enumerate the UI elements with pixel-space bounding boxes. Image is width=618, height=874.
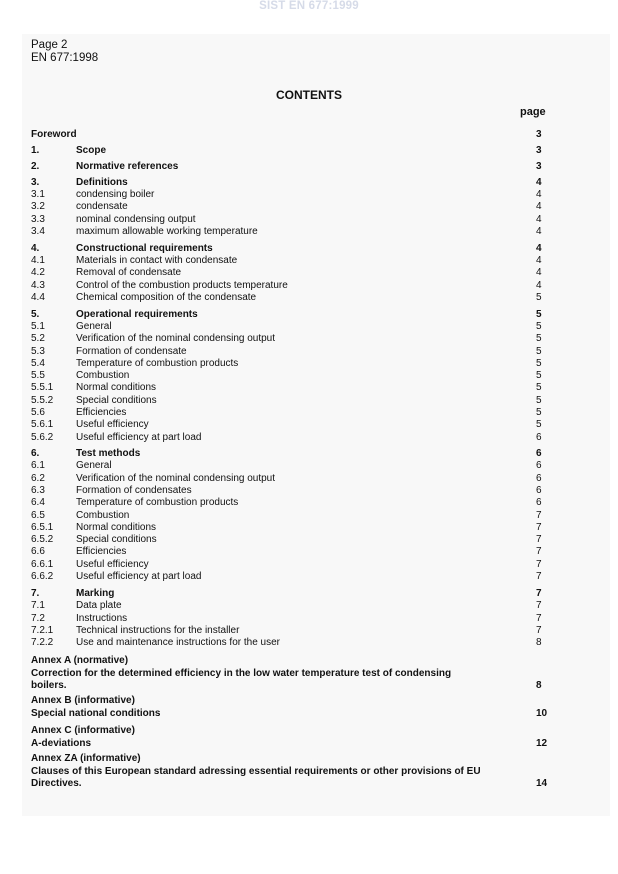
toc-page-number: 4 (536, 214, 542, 225)
toc-page-number: 7 (536, 559, 542, 570)
toc-section-number: 4.1 (31, 255, 45, 266)
toc-page-number: 5 (536, 321, 542, 332)
toc-section-title: Normal conditions (76, 522, 157, 533)
toc-page-number: 5 (536, 407, 542, 418)
toc-section-title: Special conditions (76, 534, 157, 545)
toc-page-number: 5 (536, 382, 542, 393)
toc-page-number: 7 (536, 522, 542, 533)
toc-section-title: Definitions (76, 177, 128, 188)
toc-page-number: 3 (536, 161, 542, 172)
toc-page-number: 6 (536, 432, 542, 443)
toc-section-number: 3.3 (31, 214, 45, 225)
annex-heading: Annex C (informative) (31, 725, 135, 736)
toc-section-number: 7.1 (31, 600, 45, 611)
toc-page-number: 6 (536, 497, 542, 508)
toc-section-title: Use and maintenance instructions for the user (76, 637, 280, 648)
toc-section-title: Verification of the nominal condensing output (76, 473, 276, 484)
toc-section-title: Operational requirements (76, 309, 198, 320)
toc-section-title: Instructions (76, 613, 128, 624)
toc-page-number: 4 (536, 243, 542, 254)
toc-section-title: Removal of condensate (76, 267, 182, 278)
toc-page-number: 4 (536, 177, 542, 188)
toc-section-title: nominal condensing output (76, 214, 196, 225)
toc-section-number: 5.2 (31, 333, 45, 344)
toc-page-number: 5 (536, 309, 542, 320)
toc-section-number: 4.4 (31, 292, 45, 303)
toc-section-title: Test methods (76, 448, 141, 459)
toc-page-number: 4 (536, 267, 542, 278)
toc-section-title: General (76, 460, 112, 471)
annex-title-line: Clauses of this European standard adressing essential requirements or other provisions of EU (31, 765, 481, 777)
toc-section-number: 6. (31, 448, 40, 459)
toc-section-number: 6.2 (31, 473, 45, 484)
toc-page-number: 4 (536, 255, 542, 266)
header-standard-number: EN 677:1998 (31, 52, 99, 64)
toc-section-number: 5.5 (31, 370, 45, 381)
toc-section-title: Constructional requirements (76, 243, 213, 254)
watermark: SIST EN 677:1999 (259, 0, 359, 12)
toc-section-title: Useful efficiency (76, 559, 149, 570)
annex-heading: Annex B (informative) (31, 695, 135, 706)
toc-section-number: 3.2 (31, 201, 45, 212)
toc-section-number: 4.3 (31, 280, 45, 291)
toc-section-number: 6.1 (31, 460, 45, 471)
toc-section-title: Efficiencies (76, 546, 127, 557)
toc-section-number: 7. (31, 588, 40, 599)
toc-section-title: Materials in contact with condensate (76, 255, 238, 266)
annex-heading: Annex ZA (informative) (31, 753, 141, 764)
toc-page-number: 7 (536, 613, 542, 624)
toc-page-number: 7 (536, 625, 542, 636)
toc-section-title: Normative references (76, 161, 179, 172)
toc-section-title: General (76, 321, 112, 332)
toc-section-title: Formation of condensate (76, 346, 187, 357)
toc-page-number: 5 (536, 395, 542, 406)
toc-section-number: 2. (31, 161, 40, 172)
toc-section-number: 6.5.2 (31, 534, 54, 545)
toc-section-title: Technical instructions for the installer (76, 625, 240, 636)
toc-section-title: Marking (76, 588, 115, 599)
toc-section-number: 3. (31, 177, 40, 188)
toc-section-title: Useful efficiency at part load (76, 432, 202, 443)
toc-section-number: 5.1 (31, 321, 45, 332)
toc-section-number: 5.4 (31, 358, 45, 369)
toc-section-title: Special conditions (76, 395, 157, 406)
toc-section-number: 6.5 (31, 510, 45, 521)
toc-section-title: Chemical composition of the condensate (76, 292, 257, 303)
toc-page-number: 5 (536, 333, 542, 344)
toc-section-number: 6.4 (31, 497, 45, 508)
toc-page-number: 3 (536, 129, 542, 140)
toc-page-number: 6 (536, 448, 542, 459)
toc-section-title: Verification of the nominal condensing output (76, 333, 276, 344)
toc-section-title: condensate (76, 201, 128, 212)
toc-section-title: Useful efficiency at part load (76, 571, 202, 582)
toc-page-number: 4 (536, 280, 542, 291)
toc-section-number: 1. (31, 145, 40, 156)
toc-section-number: 5.6.1 (31, 419, 54, 430)
toc-page-number: 5 (536, 346, 542, 357)
toc-section-number: 5.3 (31, 346, 45, 357)
toc-section-title: Formation of condensates (76, 485, 192, 496)
toc-page-number: 5 (536, 292, 542, 303)
toc-section-number: 6.5.1 (31, 522, 54, 533)
toc-page-number: 6 (536, 460, 542, 471)
toc-section-number: 5.5.1 (31, 382, 54, 393)
toc-page-number: 4 (536, 226, 542, 237)
annex-title-line: A-deviations (31, 737, 92, 749)
toc-section-number: Foreword (31, 129, 77, 140)
toc-section-title: Data plate (76, 600, 122, 611)
annex-title-line: Directives. (31, 778, 82, 789)
toc-section-number: 3.4 (31, 226, 45, 237)
toc-page-number: 6 (536, 473, 542, 484)
toc-section-number: 6.6.2 (31, 571, 54, 582)
header-page-number: Page 2 (31, 39, 68, 51)
toc-page-number: 7 (536, 588, 542, 599)
toc-section-number: 5.6.2 (31, 432, 54, 443)
toc-section-number: 6.6 (31, 546, 45, 557)
annex-page-number: 14 (536, 778, 548, 789)
toc-section-number: 5.6 (31, 407, 45, 418)
toc-section-number: 4.2 (31, 267, 45, 278)
toc-section-title: Control of the combustion products temperature (76, 280, 288, 291)
toc-page-number: 7 (536, 510, 542, 521)
annex-title-line: Special national conditions (31, 707, 161, 719)
toc-page-number: 6 (536, 485, 542, 496)
annex-page-number: 8 (536, 680, 542, 691)
toc-page-number: 5 (536, 358, 542, 369)
toc-page-number: 5 (536, 370, 542, 381)
page-column-label: page (520, 106, 546, 118)
annex-page-number: 10 (536, 707, 548, 719)
toc-section-number: 6.6.1 (31, 559, 54, 570)
toc-section-number: 3.1 (31, 189, 45, 200)
annex-title-line: boilers. (31, 680, 67, 691)
toc-section-title: Temperature of combustion products (76, 497, 239, 508)
contents-title: CONTENTS (276, 88, 342, 102)
annex-page-number: 12 (536, 737, 548, 749)
annex-heading: Annex A (normative) (31, 655, 129, 666)
toc-page-number: 7 (536, 571, 542, 582)
toc-section-number: 5. (31, 309, 40, 320)
toc-section-number: 7.2.1 (31, 625, 54, 636)
toc-page-number: 7 (536, 546, 542, 557)
toc-section-title: Temperature of combustion products (76, 358, 239, 369)
toc-page-number: 7 (536, 600, 542, 611)
toc-section-number: 6.3 (31, 485, 45, 496)
toc-section-number: 7.2 (31, 613, 45, 624)
annex-title-line: Correction for the determined efficiency in the low water temperature test of condensing (31, 667, 452, 679)
toc-section-title: Useful efficiency (76, 419, 149, 430)
toc-page-number: 8 (536, 637, 542, 648)
toc-page-number: 4 (536, 201, 542, 212)
toc-section-title: Efficiencies (76, 407, 127, 418)
toc-page-number: 7 (536, 534, 542, 545)
toc-section-title: Combustion (76, 370, 130, 381)
toc-section-title: Normal conditions (76, 382, 157, 393)
toc-page-number: 3 (536, 145, 542, 156)
toc-section-title: Combustion (76, 510, 130, 521)
toc-section-number: 4. (31, 243, 40, 254)
toc-section-number: 5.5.2 (31, 395, 54, 406)
toc-page-number: 5 (536, 419, 542, 430)
toc-section-title: condensing boiler (76, 189, 155, 200)
toc-section-title: maximum allowable working temperature (76, 226, 258, 237)
toc-section-number: 7.2.2 (31, 637, 54, 648)
toc-section-title: Scope (76, 145, 107, 156)
toc-page-number: 4 (536, 189, 542, 200)
